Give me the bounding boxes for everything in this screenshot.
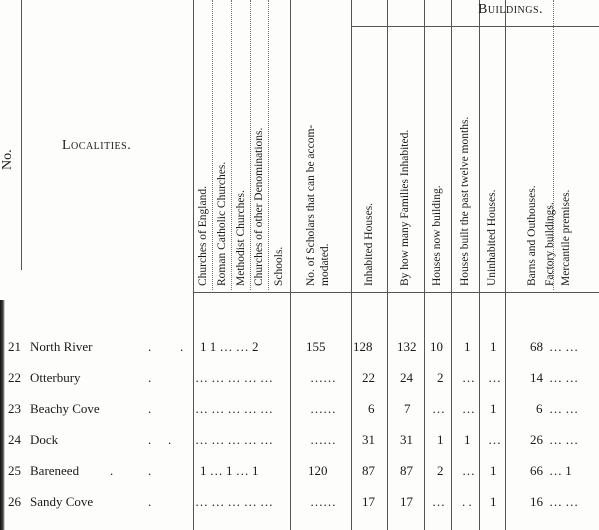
no-heading: No. bbox=[0, 149, 15, 170]
families-value: 17 bbox=[400, 494, 413, 509]
leader-dots: . bbox=[148, 339, 152, 354]
table-row bbox=[0, 460, 599, 482]
church-school-cells: 1 … 1 … 1 bbox=[200, 463, 259, 478]
rule-c1 bbox=[212, 0, 213, 290]
families-value: 87 bbox=[400, 463, 413, 478]
col-scholars-line2: modated. bbox=[319, 243, 331, 286]
built-value: … bbox=[462, 463, 475, 478]
leader-dots: . bbox=[180, 339, 184, 354]
col-other-denominations: Churches of other Denominations. bbox=[253, 127, 265, 286]
leader-dots: . bbox=[148, 432, 152, 447]
scholars-value: …… bbox=[310, 494, 336, 509]
barns-value: 26 bbox=[530, 432, 543, 447]
factory-mercantile-cells: … … bbox=[549, 401, 579, 416]
building-value: … bbox=[432, 494, 445, 509]
uninhabited-value: … bbox=[488, 432, 501, 447]
scholars-value: 120 bbox=[308, 463, 328, 478]
barns-value: 68 bbox=[530, 339, 543, 354]
barns-value: 6 bbox=[536, 401, 543, 416]
uninhabited-value: 1 bbox=[490, 339, 497, 354]
rule-c2 bbox=[231, 0, 232, 290]
locality-name: Dock bbox=[30, 432, 59, 447]
rule-left bbox=[21, 0, 22, 270]
row-number: 22 bbox=[8, 370, 21, 385]
table-row bbox=[0, 429, 599, 451]
barns-value: 66 bbox=[530, 463, 543, 478]
leader-dots: . bbox=[110, 463, 114, 478]
table-row bbox=[0, 336, 599, 358]
rule-c3 bbox=[250, 0, 251, 290]
col-families: By how many Families Inhabited. bbox=[399, 129, 411, 286]
building-value: 2 bbox=[437, 463, 444, 478]
localities-heading: Localities. bbox=[62, 138, 132, 153]
inhabited-value: 87 bbox=[362, 463, 375, 478]
col-uninhabited: Uninhabited Houses. bbox=[486, 189, 498, 286]
col-barns: Barns and Outhouses. bbox=[526, 185, 538, 286]
table-row bbox=[0, 367, 599, 389]
inhabited-value: 6 bbox=[368, 401, 375, 416]
church-school-cells: … … … … … bbox=[195, 401, 273, 416]
families-value: 24 bbox=[400, 370, 413, 385]
locality-name: Beachy Cove bbox=[30, 401, 100, 416]
locality-name: North River bbox=[30, 339, 93, 354]
factory-mercantile-cells: … … bbox=[549, 370, 579, 385]
inhabited-value: 22 bbox=[362, 370, 375, 385]
inhabited-value: 17 bbox=[362, 494, 375, 509]
col-factory: Factory buildings. bbox=[544, 202, 556, 286]
building-value: … bbox=[432, 401, 445, 416]
col-houses-built: Houses built the past twelve months. bbox=[459, 116, 471, 286]
scholars-value: 155 bbox=[306, 339, 326, 354]
building-value: 1 bbox=[437, 432, 444, 447]
inhabited-value: 128 bbox=[353, 339, 373, 354]
church-school-cells: … … … … … bbox=[195, 370, 273, 385]
factory-mercantile-cells: … … bbox=[549, 432, 579, 447]
buildings-heading: Buildings. bbox=[478, 2, 544, 17]
table-row bbox=[0, 398, 599, 420]
factory-mercantile-cells: … … bbox=[549, 339, 579, 354]
col-roman-catholic: Roman Catholic Churches. bbox=[216, 161, 228, 286]
locality-name: Otterbury bbox=[30, 370, 81, 385]
col-schools: Schools. bbox=[273, 246, 285, 286]
row-number: 26 bbox=[8, 494, 21, 509]
built-value: … bbox=[462, 370, 475, 385]
uninhabited-value: … bbox=[488, 370, 501, 385]
built-value: 1 bbox=[464, 339, 471, 354]
leader-dots: . bbox=[148, 463, 152, 478]
built-value: 1 bbox=[464, 432, 471, 447]
built-value: … bbox=[462, 401, 475, 416]
barns-value: 16 bbox=[530, 494, 543, 509]
col-mercantile: Mercantile premises. bbox=[560, 189, 572, 286]
rule-c4 bbox=[268, 0, 269, 290]
leader-dots: . bbox=[148, 370, 152, 385]
building-value: 10 bbox=[430, 339, 443, 354]
rule-buildings-under bbox=[351, 26, 599, 27]
barns-value: 14 bbox=[530, 370, 543, 385]
row-number: 23 bbox=[8, 401, 21, 416]
church-school-cells: … … … … … bbox=[195, 432, 273, 447]
col-scholars-line1: No. of Scholars that can be accom- bbox=[305, 124, 317, 286]
scholars-value: …… bbox=[310, 401, 336, 416]
leader-dots: . bbox=[148, 494, 152, 509]
leader-dots: . bbox=[148, 401, 152, 416]
row-number: 21 bbox=[8, 339, 21, 354]
locality-name: Sandy Cove bbox=[30, 494, 94, 509]
col-houses-building: Houses now building. bbox=[431, 185, 443, 286]
inhabited-value: 31 bbox=[362, 432, 375, 447]
col-churches-england: Churches of England. bbox=[197, 186, 209, 286]
uninhabited-value: 1 bbox=[490, 494, 497, 509]
table-row bbox=[0, 491, 599, 513]
locality-name: Bareneed bbox=[30, 463, 80, 478]
uninhabited-value: 1 bbox=[490, 401, 497, 416]
families-value: 31 bbox=[400, 432, 413, 447]
families-value: 7 bbox=[404, 401, 411, 416]
col-methodist: Methodist Churches. bbox=[235, 190, 247, 286]
col-inhabited-houses: Inhabited Houses. bbox=[363, 202, 375, 286]
church-school-cells: 1 1 … … 2 bbox=[200, 339, 259, 354]
rule-header-bottom bbox=[193, 292, 599, 293]
row-number: 24 bbox=[8, 432, 21, 447]
factory-mercantile-cells: … … bbox=[549, 494, 579, 509]
factory-mercantile-cells: … 1 bbox=[549, 463, 572, 478]
leader-dots: . bbox=[168, 432, 172, 447]
built-value: . . bbox=[462, 494, 472, 509]
scholars-value: …… bbox=[310, 370, 336, 385]
scholars-value: …… bbox=[310, 432, 336, 447]
row-number: 25 bbox=[8, 463, 21, 478]
families-value: 132 bbox=[397, 339, 417, 354]
building-value: 2 bbox=[437, 370, 444, 385]
uninhabited-value: 1 bbox=[490, 463, 497, 478]
church-school-cells: … … … … … bbox=[195, 494, 273, 509]
